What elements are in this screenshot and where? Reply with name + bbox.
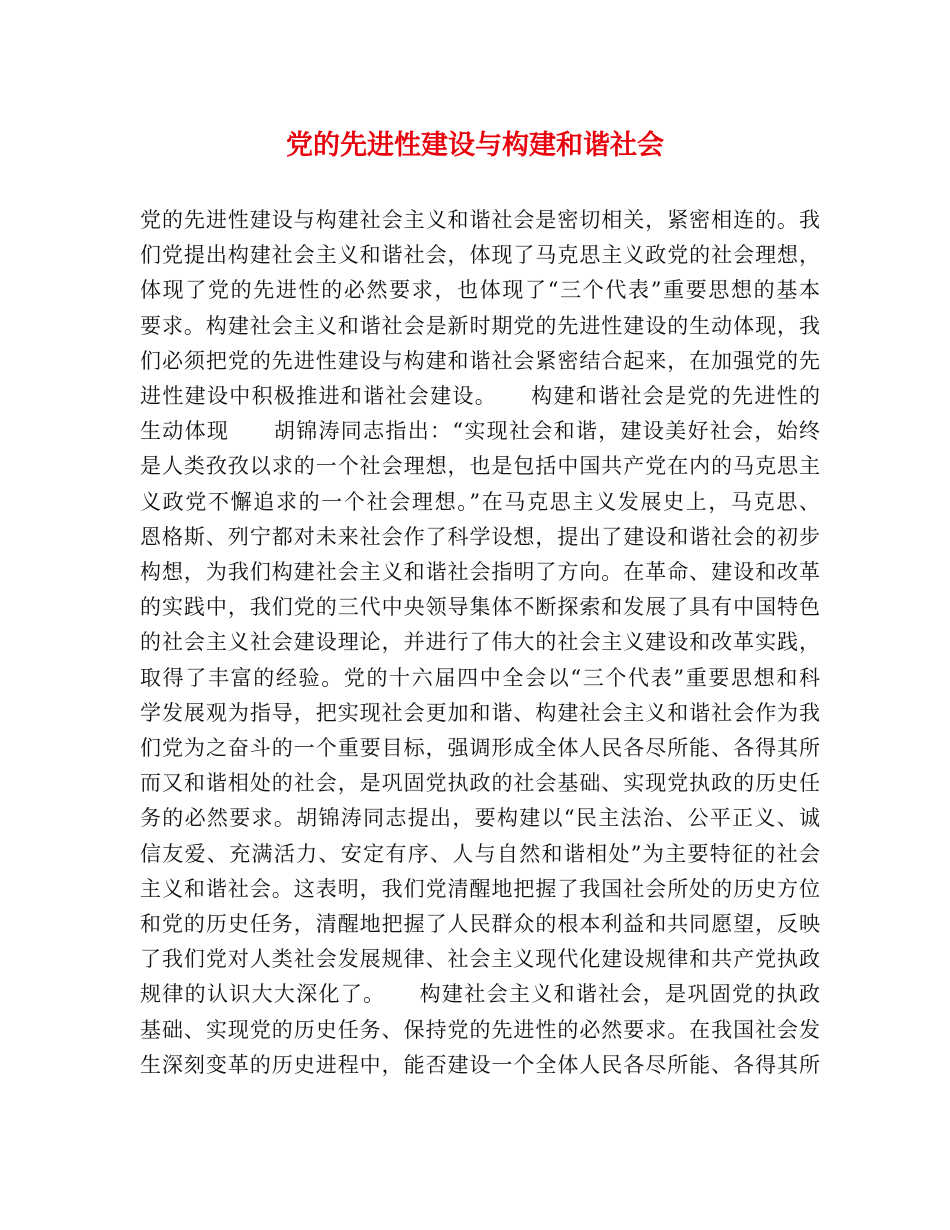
body-text-line: 取得了丰富的经验。党的十六届四中全会以“三个代表”重要思想和科 [140,665,820,690]
body-text-line: 要求。构建社会主义和谐社会是新时期党的先进性建设的生动体现，我 [140,313,820,338]
body-text-line: 构想，为我们构建社会主义和谐社会指明了方向。在革命、建设和改革 [140,560,820,585]
body-text-line: 进性建设中积极推进和谐社会建设。 构建和谐社会是党的先进性的 [140,384,820,409]
body-text-line: 体现了党的先进性的必然要求，也体现了“三个代表”重要思想的基本 [140,278,820,303]
body-text-line: 信友爱、充满活力、安定有序、人与自然和谐相处”为主要特征的社会 [140,841,820,866]
body-text-line: 务的必然要求。胡锦涛同志提出，要构建以“民主法治、公平正义、诚 [140,806,820,831]
body-text-line: 了我们党对人类社会发展规律、社会主义现代化建设规律和共产党执政 [140,947,820,972]
body-text-line: 主义和谐社会。这表明，我们党清醒地把握了我国社会所处的历史方位 [140,876,820,901]
body-text-line: 党的先进性建设与构建社会主义和谐社会是密切相关，紧密相连的。我 [140,208,820,232]
body-text-line: 们必须把党的先进性建设与构建和谐社会紧密结合起来，在加强党的先 [140,348,820,373]
body-text-line: 是人类孜孜以求的一个社会理想，也是包括中国共产党在内的马克思主 [140,454,820,479]
document-title: 党的先进性建设与构建和谐社会 [286,130,664,161]
document-body [140,203,820,1083]
body-text-line: 的社会主义社会建设理论，并进行了伟大的社会主义建设和改革实践， [140,630,820,655]
body-text-line: 基础、实现党的历史任务、保持党的先进性的必然要求。在我国社会发 [140,1017,820,1042]
body-text-line: 学发展观为指导，把实现社会更加和谐、构建社会主义和谐社会作为我 [140,700,820,725]
body-text-line: 生动体现 胡锦涛同志指出：“实现社会和谐，建设美好社会，始终 [140,419,820,444]
body-text-line: 规律的认识大大深化了。 构建社会主义和谐社会，是巩固党的执政 [140,982,820,1007]
body-text-line: 义政党不懈追求的一个社会理想。”在马克思主义发展史上，马克思、 [140,489,820,514]
body-text-line: 们党为之奋斗的一个重要目标，强调形成全体人民各尽所能、各得其所 [140,736,820,761]
body-text-line: 生深刻变革的历史进程中，能否建设一个全体人民各尽所能、各得其所 [140,1052,820,1077]
body-text-line: 和党的历史任务，清醒地把握了人民群众的根本利益和共同愿望，反映 [140,912,820,937]
body-text-line: 恩格斯、列宁都对未来社会作了科学设想，提出了建设和谐社会的初步 [140,524,820,549]
body-text-line: 们党提出构建社会主义和谐社会，体现了马克思主义政党的社会理想， [140,243,820,268]
body-text-line: 而又和谐相处的社会，是巩固党执政的社会基础、实现党执政的历史任 [140,771,820,796]
body-text-line: 的实践中，我们党的三代中央领导集体不断探索和发展了具有中国特色 [140,595,820,620]
